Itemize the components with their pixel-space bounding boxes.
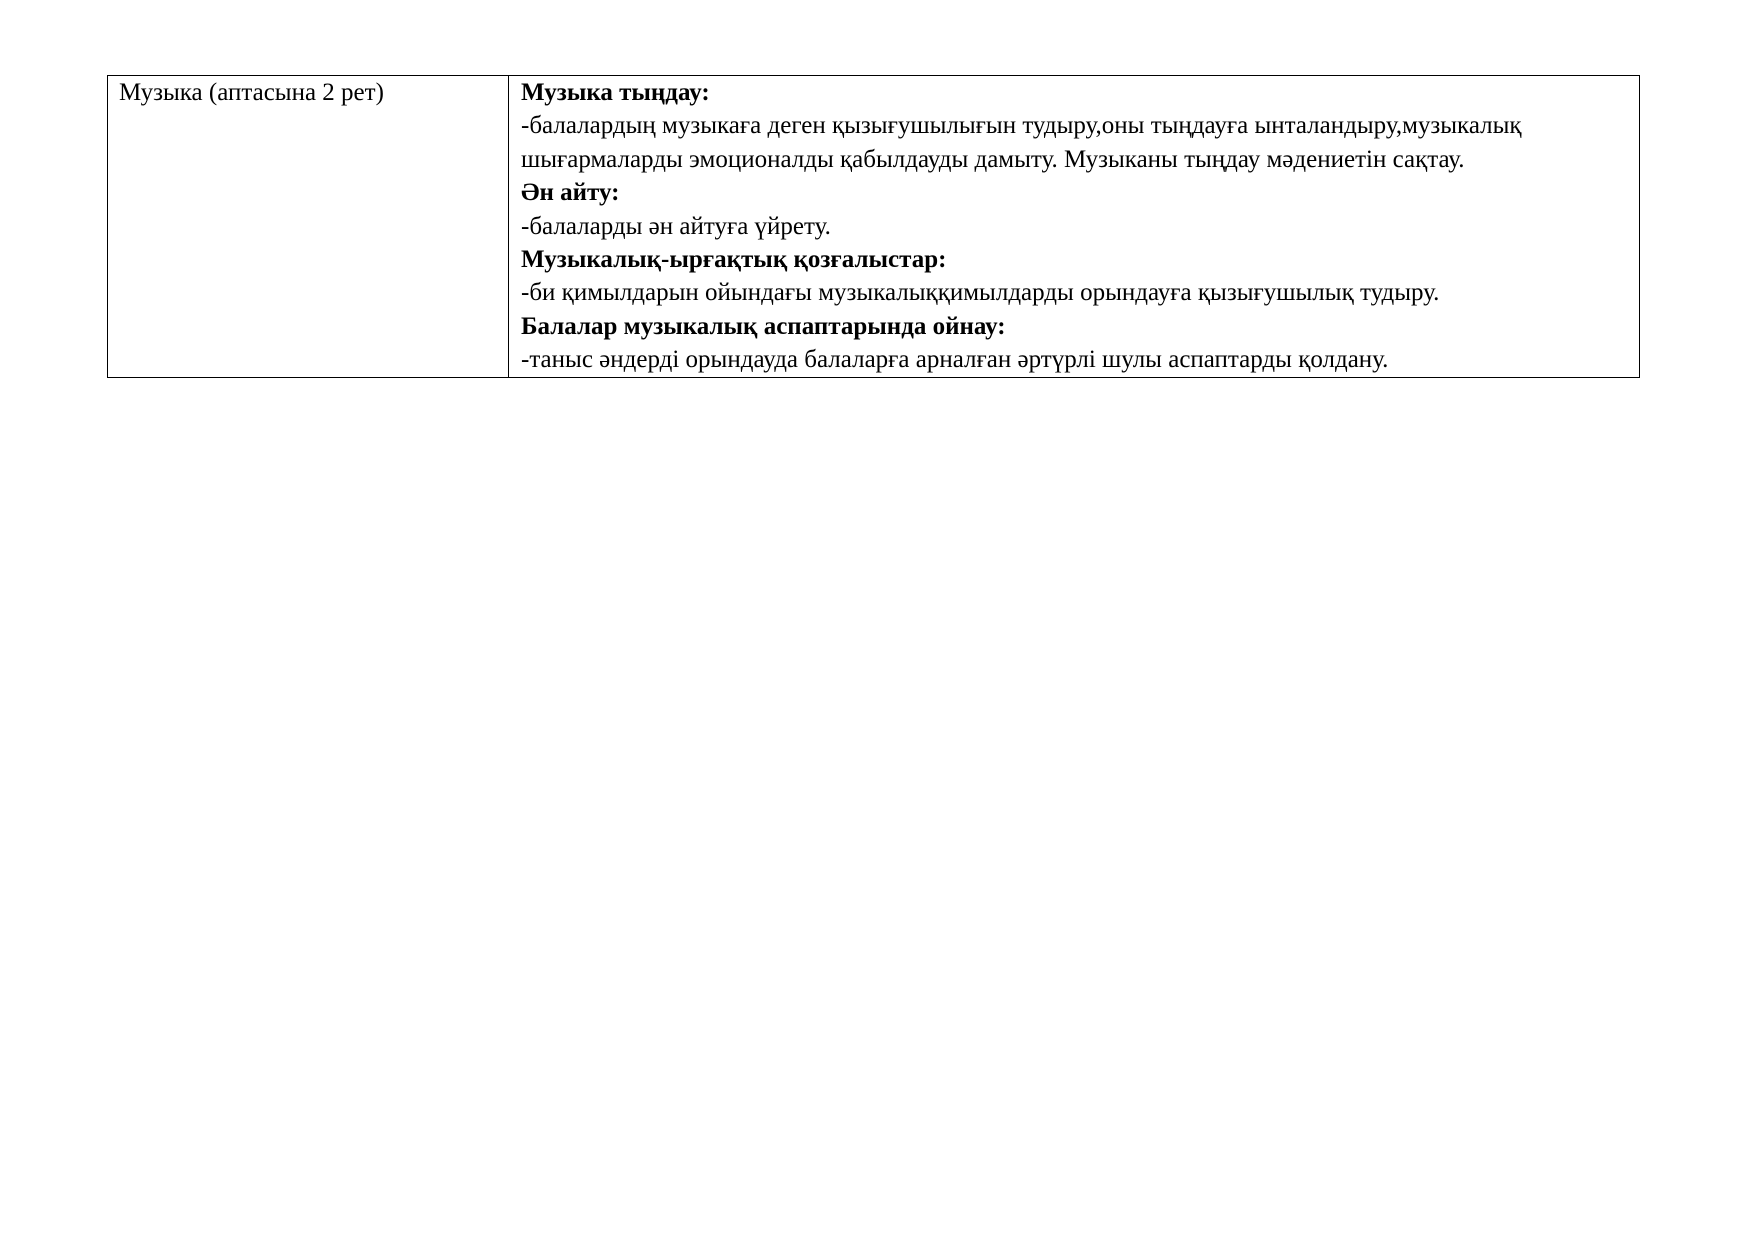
section-text: -би қимылдарын ойындағы музыкалыққимылдарды орындауға қызығушылық тудыру. bbox=[521, 279, 1440, 307]
section-heading: Музыка тыңдау: bbox=[521, 79, 710, 106]
section-heading: Ән айту: bbox=[521, 179, 620, 207]
content-table bbox=[107, 75, 1640, 378]
section-heading: Музыкалық-ырғақтық қозғалыстар: bbox=[521, 246, 947, 274]
content-cell bbox=[509, 76, 1640, 378]
section-text: -таныс әндерді орындауда балаларға арналған әртүрлі шулы аспаптарды қолдану. bbox=[521, 346, 1389, 374]
section-text: -балалардың музыкаға деген қызығушылығын тудыру,оны тыңдауға ынталандыру,музыкалық шығармаларды эмоционалды қабылдауды дамыту. Музыканы тыңдау мәдениетін сақтау. bbox=[521, 112, 1522, 173]
subject-cell: Музыка (аптасына 2 рет) bbox=[108, 76, 509, 378]
section-text: -балаларды ән айтуға үйрету. bbox=[521, 212, 831, 240]
table-row bbox=[108, 76, 1640, 378]
section-heading: Балалар музыкалық аспаптарында ойнау: bbox=[521, 312, 1006, 340]
